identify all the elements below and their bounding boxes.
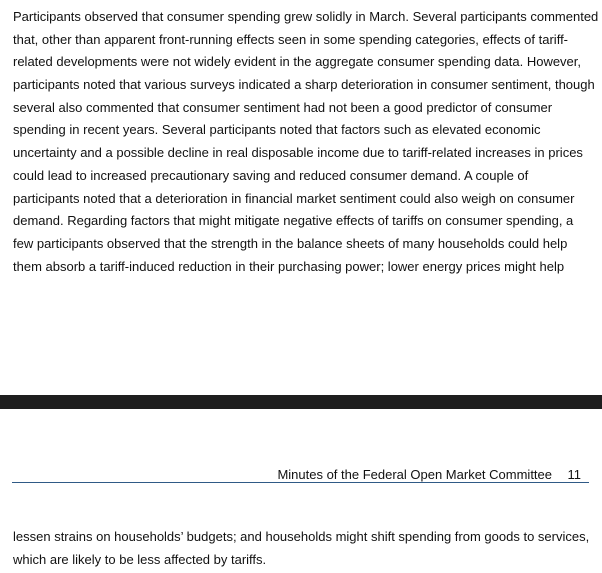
text-line: few participants observed that the strength in the balance sheets of many households could help [13,235,568,251]
text-line: that, other than apparent front-running effects seen in some spending categories, effects of tariff- [13,31,569,47]
text-line: related developments were not widely evident in the aggregate consumer spending data. However, [13,54,582,70]
text-line: could lead to increased precautionary saving and reduced consumer demand. A couple of [13,167,529,183]
text-line: which are likely to be less affected by tariffs. [13,551,267,567]
text-line: spending in recent years. Several participants noted that factors such as elevated economic [13,122,541,138]
page-break-bar [0,395,602,409]
continuation-paragraph [13,526,597,571]
text-line: participants noted that various surveys indicated a sharp deterioration in consumer sentiment, though [13,77,595,93]
text-line: several also commented that consumer sentiment had not been a good predictor of consumer [13,99,553,115]
text-line: participants noted that a deterioration in financial market sentiment could also weigh on consumer [13,190,575,206]
text-line: lessen strains on households’ budgets; and households might shift spending from goods to services, [13,529,590,544]
body-paragraph [13,6,597,278]
running-header-title: Minutes of the Federal Open Market Committee [277,467,552,482]
text-line: demand. Regarding factors that might mitigate negative effects of tariffs on consumer spending, a [13,213,574,229]
text-line: Participants observed that consumer spending grew solidly in March. Several participants commented [13,9,599,24]
page-number: 11 [567,467,581,482]
text-line: them absorb a tariff-induced reduction in their purchasing power; lower energy prices might help [13,258,565,274]
running-header [12,464,589,483]
text-line: uncertainty and a possible decline in real disposable income due to tariff-related increases in prices [13,145,583,161]
